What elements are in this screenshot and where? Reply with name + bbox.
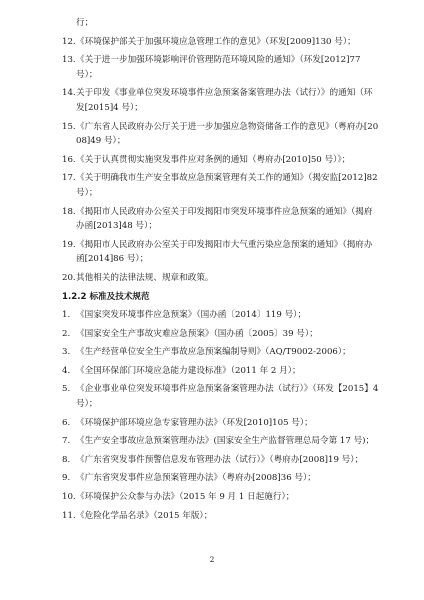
list-item-number: 17. xyxy=(62,173,76,184)
list-item xyxy=(62,120,380,149)
list-item xyxy=(62,271,380,286)
list-item xyxy=(62,434,380,449)
list-item xyxy=(62,238,380,267)
list-item-number: 20. xyxy=(62,272,76,283)
laws-list xyxy=(62,35,380,286)
list-item-text: 《揭阳市人民政府办公室关于印发揭阳市大气重污染应急预案的通知》（揭府办函[2014]86 号）； xyxy=(76,239,373,265)
list-item-number: 18. xyxy=(62,206,76,217)
section-heading: 1.2.2 标准及技术规范 xyxy=(62,291,150,302)
list-item xyxy=(62,205,380,234)
list-item-text: 《关于进一步加强环境影响评价管理防范环境风险的通知》（环发[2012]77号）； xyxy=(76,55,361,80)
list-item-text: 《企业事业单位突发环境事件应急预案备案管理办法（试行）》（环发【2015】4 号）； xyxy=(76,384,379,410)
list-item-text: 其他相关的法律法规、规章和政策。 xyxy=(76,272,214,283)
list-item-number: 2. xyxy=(62,328,71,339)
list-item-number: 14. xyxy=(62,88,76,99)
standards-list xyxy=(62,308,380,523)
list-item xyxy=(62,308,380,323)
list-item-text: 《生产经营单位安全生产事故应急预案编制导则》（AQ/T9002-2006）； xyxy=(76,347,351,358)
list-item-number: 16. xyxy=(62,154,76,165)
list-item-text: 《环境保护部关于加强环境应急管理工作的意见》（环发[2009]130 号）； xyxy=(76,36,356,47)
list-item-number: 12. xyxy=(62,36,76,47)
list-item-text: 《广东省人民政府办公厅关于进一步加强应急物资储备工作的意见》（粤府办[2008]49 号）； xyxy=(76,121,379,147)
list-item xyxy=(62,171,380,200)
list-item-number: 11. xyxy=(62,510,76,521)
list-item-number: 10. xyxy=(62,492,76,503)
regulation-list xyxy=(62,16,380,527)
list-item xyxy=(62,345,380,360)
list-item-text: 《生产安全事故应急预案管理办法》(国家安全生产监督管理总局令第 17 号)； xyxy=(76,436,375,447)
list-item-number: 5. xyxy=(62,384,71,395)
list-item-text: 《国家安全生产事故灾难应急预案》（国办函〔2005〕39 号）； xyxy=(76,328,318,339)
list-item-number: 4. xyxy=(62,365,71,376)
list-item xyxy=(62,327,380,342)
list-item xyxy=(62,453,380,468)
list-item-text: 《关于明确我市生产安全事故应急预案管理有关工作的通知》（揭安监[2012]82 号）； xyxy=(76,173,378,198)
page-number: 2 xyxy=(209,555,215,564)
list-item-number: 6. xyxy=(62,417,71,428)
list-item xyxy=(62,471,380,486)
list-item-text: 《关于认真贯彻实施突发事件应对条例的通知（粤府办[2010]50 号）》； xyxy=(76,154,351,165)
list-item xyxy=(62,53,380,82)
list-item-text: 《危险化学品名录》（2015 年版）； xyxy=(76,510,213,521)
list-item-number: 1. xyxy=(62,310,71,321)
list-item xyxy=(62,153,380,168)
list-item-number: 19. xyxy=(62,239,76,250)
list-item-text: 《环境保护公众参与办法》（2015 年 9 月 1 日起施行）； xyxy=(76,492,295,503)
list-item-text: 《国家突发环境事件应急预案》（国办函〔2014〕119 号）； xyxy=(76,310,307,321)
list-item xyxy=(62,35,380,50)
list-item-number: 15. xyxy=(62,121,76,132)
continuation-text: 行； xyxy=(76,18,94,28)
list-item-number: 13. xyxy=(62,55,76,66)
list-item-number: 7. xyxy=(62,436,71,447)
list-item-text: 关于印发《事业单位突发环境事件应急预案备案管理办法（试行）》的通知（环发[2015]4 号）； xyxy=(76,88,373,113)
list-item xyxy=(62,364,380,379)
list-item xyxy=(62,509,380,524)
list-item xyxy=(62,382,380,411)
list-item-text: 《环境保护部环境应急专家管理办法》（环发[2010]105 号）； xyxy=(76,417,313,428)
list-item xyxy=(62,416,380,431)
list-item-text: 《揭阳市人民政府办公室关于印发揭阳市突发环境事件应急预案的通知》（揭府办函[2013]48 号）； xyxy=(76,206,373,232)
continuation-line xyxy=(62,16,380,31)
list-item-text: 《广东省突发事件应急预案管理办法》（粤府办[2008]36 号）； xyxy=(76,473,316,484)
list-item xyxy=(62,490,380,505)
list-item-number: 3. xyxy=(62,347,71,358)
list-item-text: 《广东省突发事件预警信息发布管理办法（试行）》（粤府办[2008]19 号）； xyxy=(76,454,364,465)
list-item-text: 《全国环保部门环境应急能力建设标准》（2011 年 2 月）； xyxy=(76,365,301,376)
list-item-number: 9. xyxy=(62,473,71,484)
list-item xyxy=(62,86,380,115)
list-item-number: 8. xyxy=(62,454,71,465)
